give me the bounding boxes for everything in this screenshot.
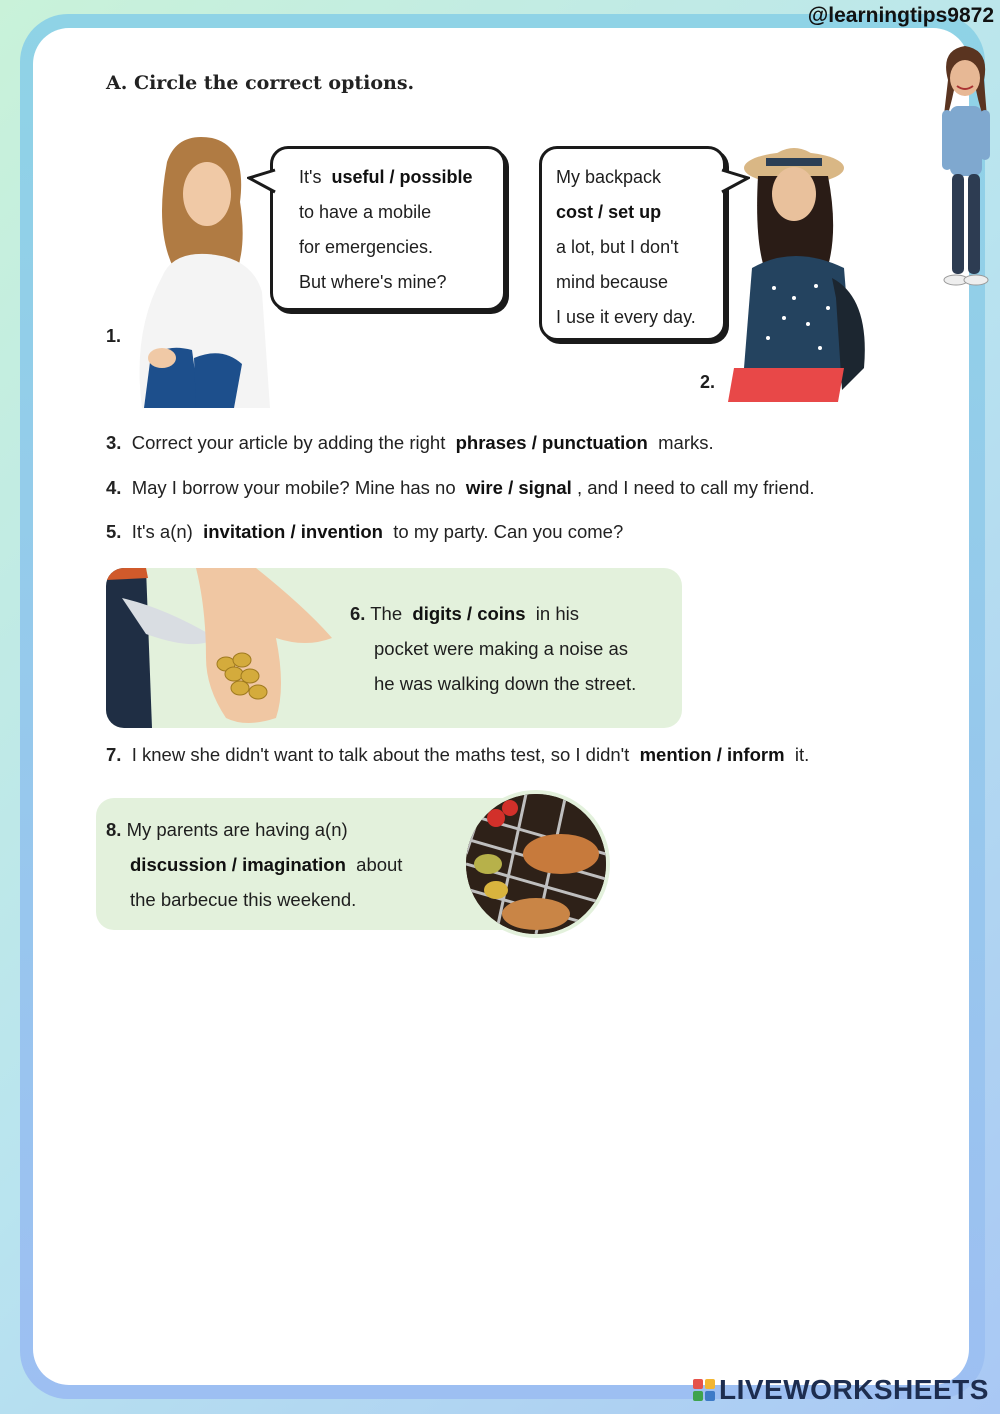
text: the barbecue this weekend. [130, 889, 357, 910]
logo-text: LIVEWORKSHEETS [719, 1374, 989, 1405]
logo-squares-icon [693, 1379, 715, 1401]
option-signal[interactable]: signal [518, 477, 572, 498]
coins-hand-photo [106, 568, 336, 728]
item-number: 5. [106, 521, 122, 542]
option-digits[interactable]: digits [412, 603, 462, 624]
text: he was walking down the street. [374, 673, 637, 694]
question-4 [106, 477, 815, 499]
speech-bubble-1 [270, 146, 506, 311]
text: My parents are having a(n) [126, 819, 348, 840]
slash: / [466, 603, 473, 624]
item-number: 7. [106, 744, 122, 765]
text: to my party. Can you come? [393, 521, 624, 542]
question-5 [106, 521, 623, 543]
text: I use it every day. [556, 307, 696, 327]
option-cost[interactable]: cost [556, 202, 594, 222]
text: to have a mobile [299, 202, 432, 222]
barbecue-photo [462, 790, 610, 938]
question-7 [106, 744, 809, 766]
text: Correct your article by adding the right [131, 432, 446, 453]
text: about [356, 854, 403, 875]
slash: / [508, 477, 514, 498]
slash: / [531, 432, 537, 453]
question-3 [106, 432, 714, 454]
option-punctuation[interactable]: punctuation [542, 432, 648, 453]
option-discussion[interactable]: discussion [130, 854, 227, 875]
slash: / [716, 744, 722, 765]
text: It's [299, 167, 322, 187]
text: My backpack [556, 167, 662, 187]
option-phrases[interactable]: phrases [455, 432, 527, 453]
option-useful[interactable]: useful [331, 167, 385, 187]
slash: / [389, 167, 395, 187]
option-invention[interactable]: invention [300, 521, 383, 542]
girl-photo-2 [724, 128, 870, 402]
speech-bubble-2 [539, 146, 726, 341]
option-imagination[interactable]: imagination [242, 854, 346, 875]
text: a lot, but I don't [556, 237, 679, 257]
question-6-box [106, 568, 682, 728]
text: The [370, 603, 403, 624]
section-title: A. Circle the correct options. [106, 72, 415, 94]
bubble-tail-1 [247, 168, 277, 198]
text: I knew she didn't want to talk about the maths test, so I didn't [131, 744, 630, 765]
item-number: 6. [350, 603, 366, 624]
text: mind because [556, 272, 669, 292]
text: in his [535, 603, 579, 624]
option-wire[interactable]: wire [465, 477, 503, 498]
text: It's a(n) [131, 521, 193, 542]
item-2-number: 2. [700, 372, 716, 392]
text: But where's mine? [299, 272, 447, 292]
item-number: 3. [106, 432, 122, 453]
text: for emergencies. [299, 237, 434, 257]
liveworksheets-logo [693, 1374, 989, 1406]
text: it. [794, 744, 810, 765]
text: , and I need to call my friend. [576, 477, 815, 498]
option-inform[interactable]: inform [726, 744, 785, 765]
option-set-up[interactable]: set up [608, 202, 662, 222]
item-1-number: 1. [106, 326, 122, 346]
slash: / [290, 521, 296, 542]
slash: / [231, 854, 237, 875]
item-number: 4. [106, 477, 122, 498]
text: pocket were making a noise as [374, 638, 628, 659]
option-possible[interactable]: possible [399, 167, 473, 187]
teacher-avatar [930, 40, 1000, 292]
author-handle: @learningtips9872 [807, 4, 994, 27]
option-invitation[interactable]: invitation [203, 521, 286, 542]
text: May I borrow your mobile? Mine has no [131, 477, 456, 498]
slash: / [598, 202, 604, 222]
option-mention[interactable]: mention [639, 744, 712, 765]
text: marks. [658, 432, 714, 453]
option-coins[interactable]: coins [477, 603, 526, 624]
item-number: 8. [106, 819, 122, 840]
